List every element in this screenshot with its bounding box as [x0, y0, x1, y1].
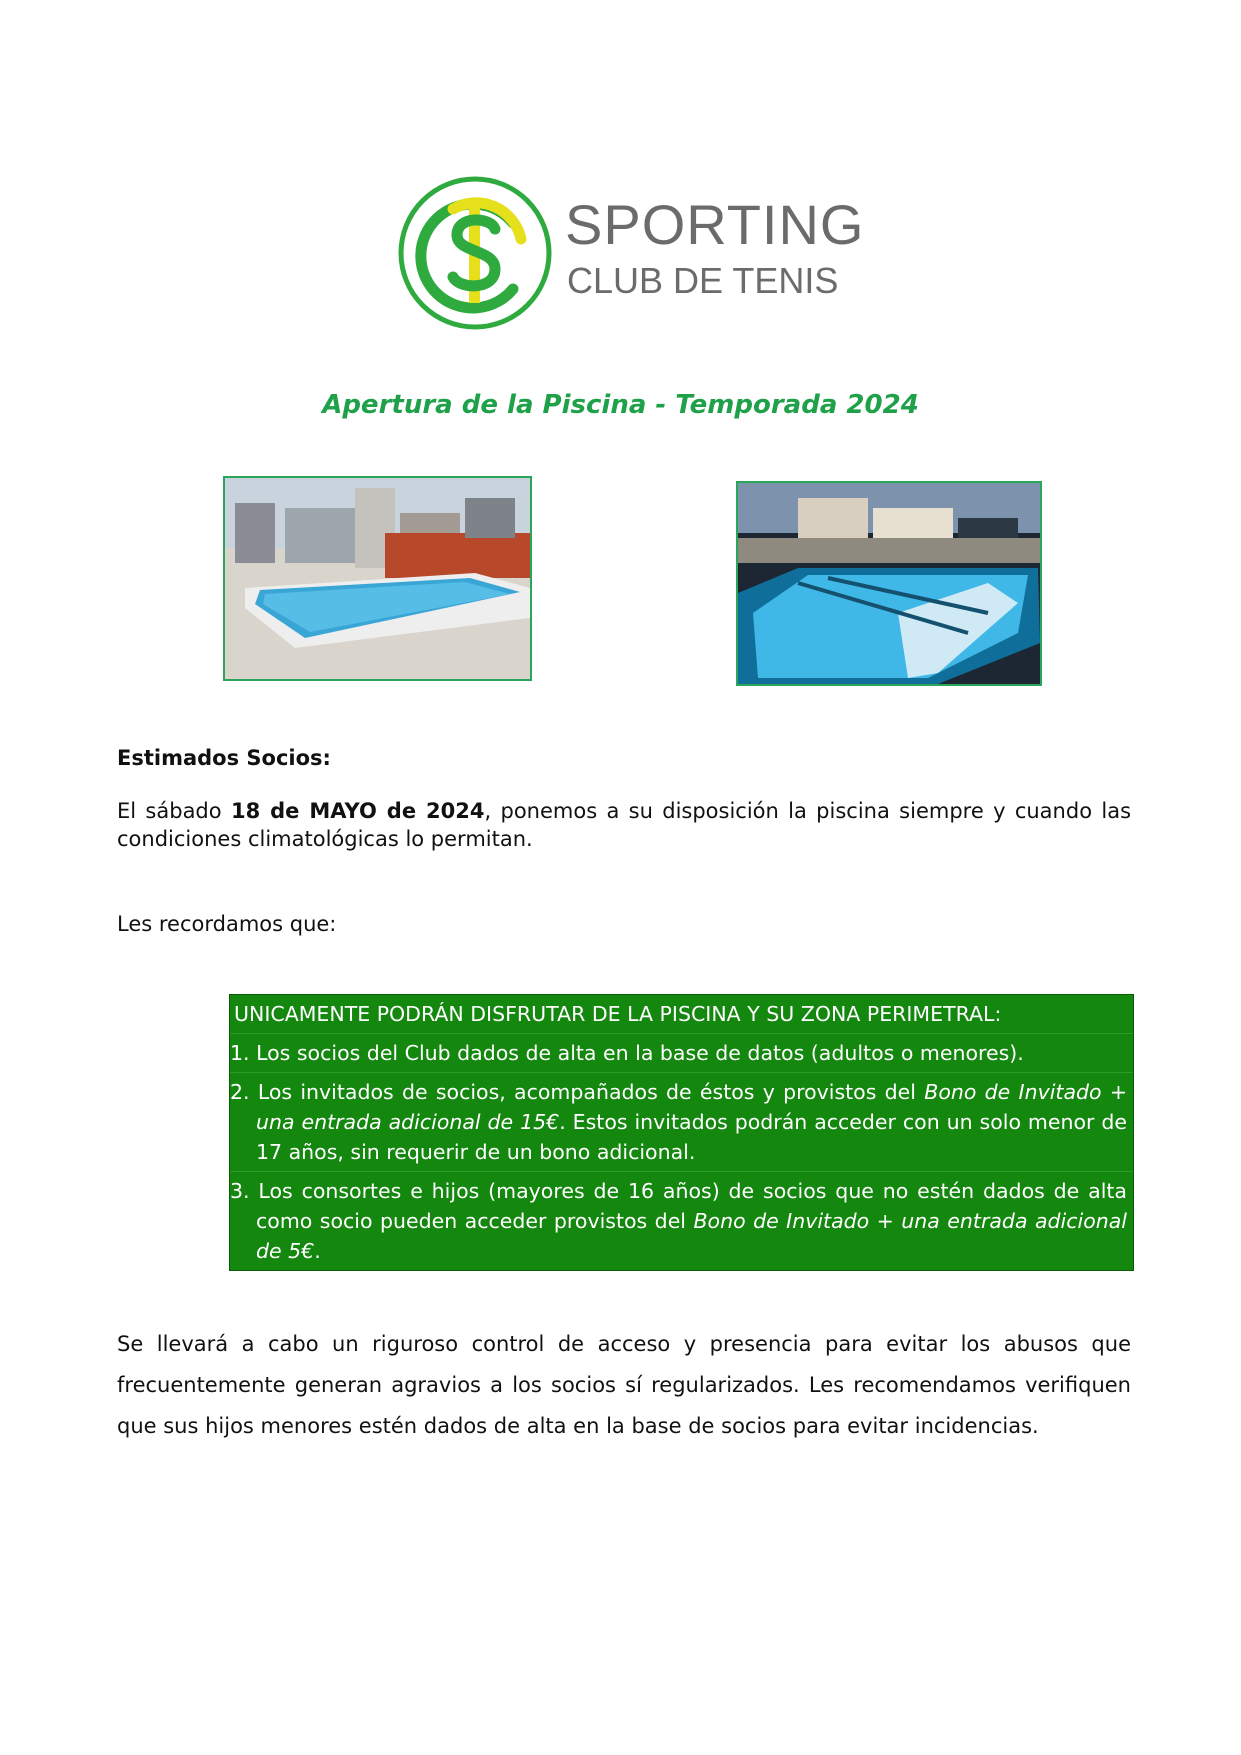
rule-item-text: 3. Los consortes e hijos (mayores de 16 años) de socios que no estén dados de alta como socio pueden acceder provistos del [230, 1179, 1127, 1233]
rule-item [230, 1171, 1133, 1270]
outdoor-pool-photo [223, 476, 532, 681]
brand-subtitle: CLUB DE TENIS [567, 260, 839, 301]
access-control-paragraph: Se llevará a cabo un riguroso control de acceso y presencia para evitar los abusos que frecuentemente generan agravios a los socios sí regularizados. Les recomendamos verifiquen que sus hijos menores estén dados de alta en la base de socios para evitar incidencias. [117, 1332, 1131, 1438]
club-logo [395, 173, 875, 333]
rules-box [229, 994, 1134, 1271]
sc-emblem-icon [395, 173, 555, 333]
rules-heading: UNICAMENTE PODRÁN DISFRUTAR DE LA PISCINA Y SU ZONA PERIMETRAL: [234, 1002, 1002, 1026]
rule-item: 1. Los socios del Club dados de alta en la base de datos (adultos o menores). [230, 1033, 1133, 1072]
rule-item-emphasis: Bono de Invitado + una entrada adicional de 5€ [256, 1209, 1127, 1263]
brand-name: SPORTING [565, 193, 865, 256]
reminder-text: Les recordamos que: [117, 912, 337, 936]
rule-item [230, 1072, 1133, 1171]
rule-item-text: . Estos invitados podrán acceder con un solo menor de 17 años, sin requerir de un bono adicional. [256, 1110, 1127, 1164]
rule-item-emphasis: Bono de Invitado + una entrada adicional de 15€ [256, 1080, 1127, 1134]
rule-item-text: 2. Los invitados de socios, acompañados de éstos y provistos del [230, 1080, 925, 1104]
opening-text-before: El sábado [117, 799, 231, 823]
greeting: Estimados Socios: [117, 746, 331, 770]
opening-text-after: , ponemos a su disposición la piscina siempre y cuando las condiciones climatológicas lo permitan. [117, 799, 1132, 851]
night-pool-photo [736, 481, 1042, 686]
page-title: Apertura de la Piscina - Temporada 2024 [322, 390, 919, 420]
opening-paragraph [117, 797, 1131, 853]
opening-date: 18 de MAYO de 2024 [230, 799, 485, 823]
rule-item-text: . [314, 1239, 321, 1263]
